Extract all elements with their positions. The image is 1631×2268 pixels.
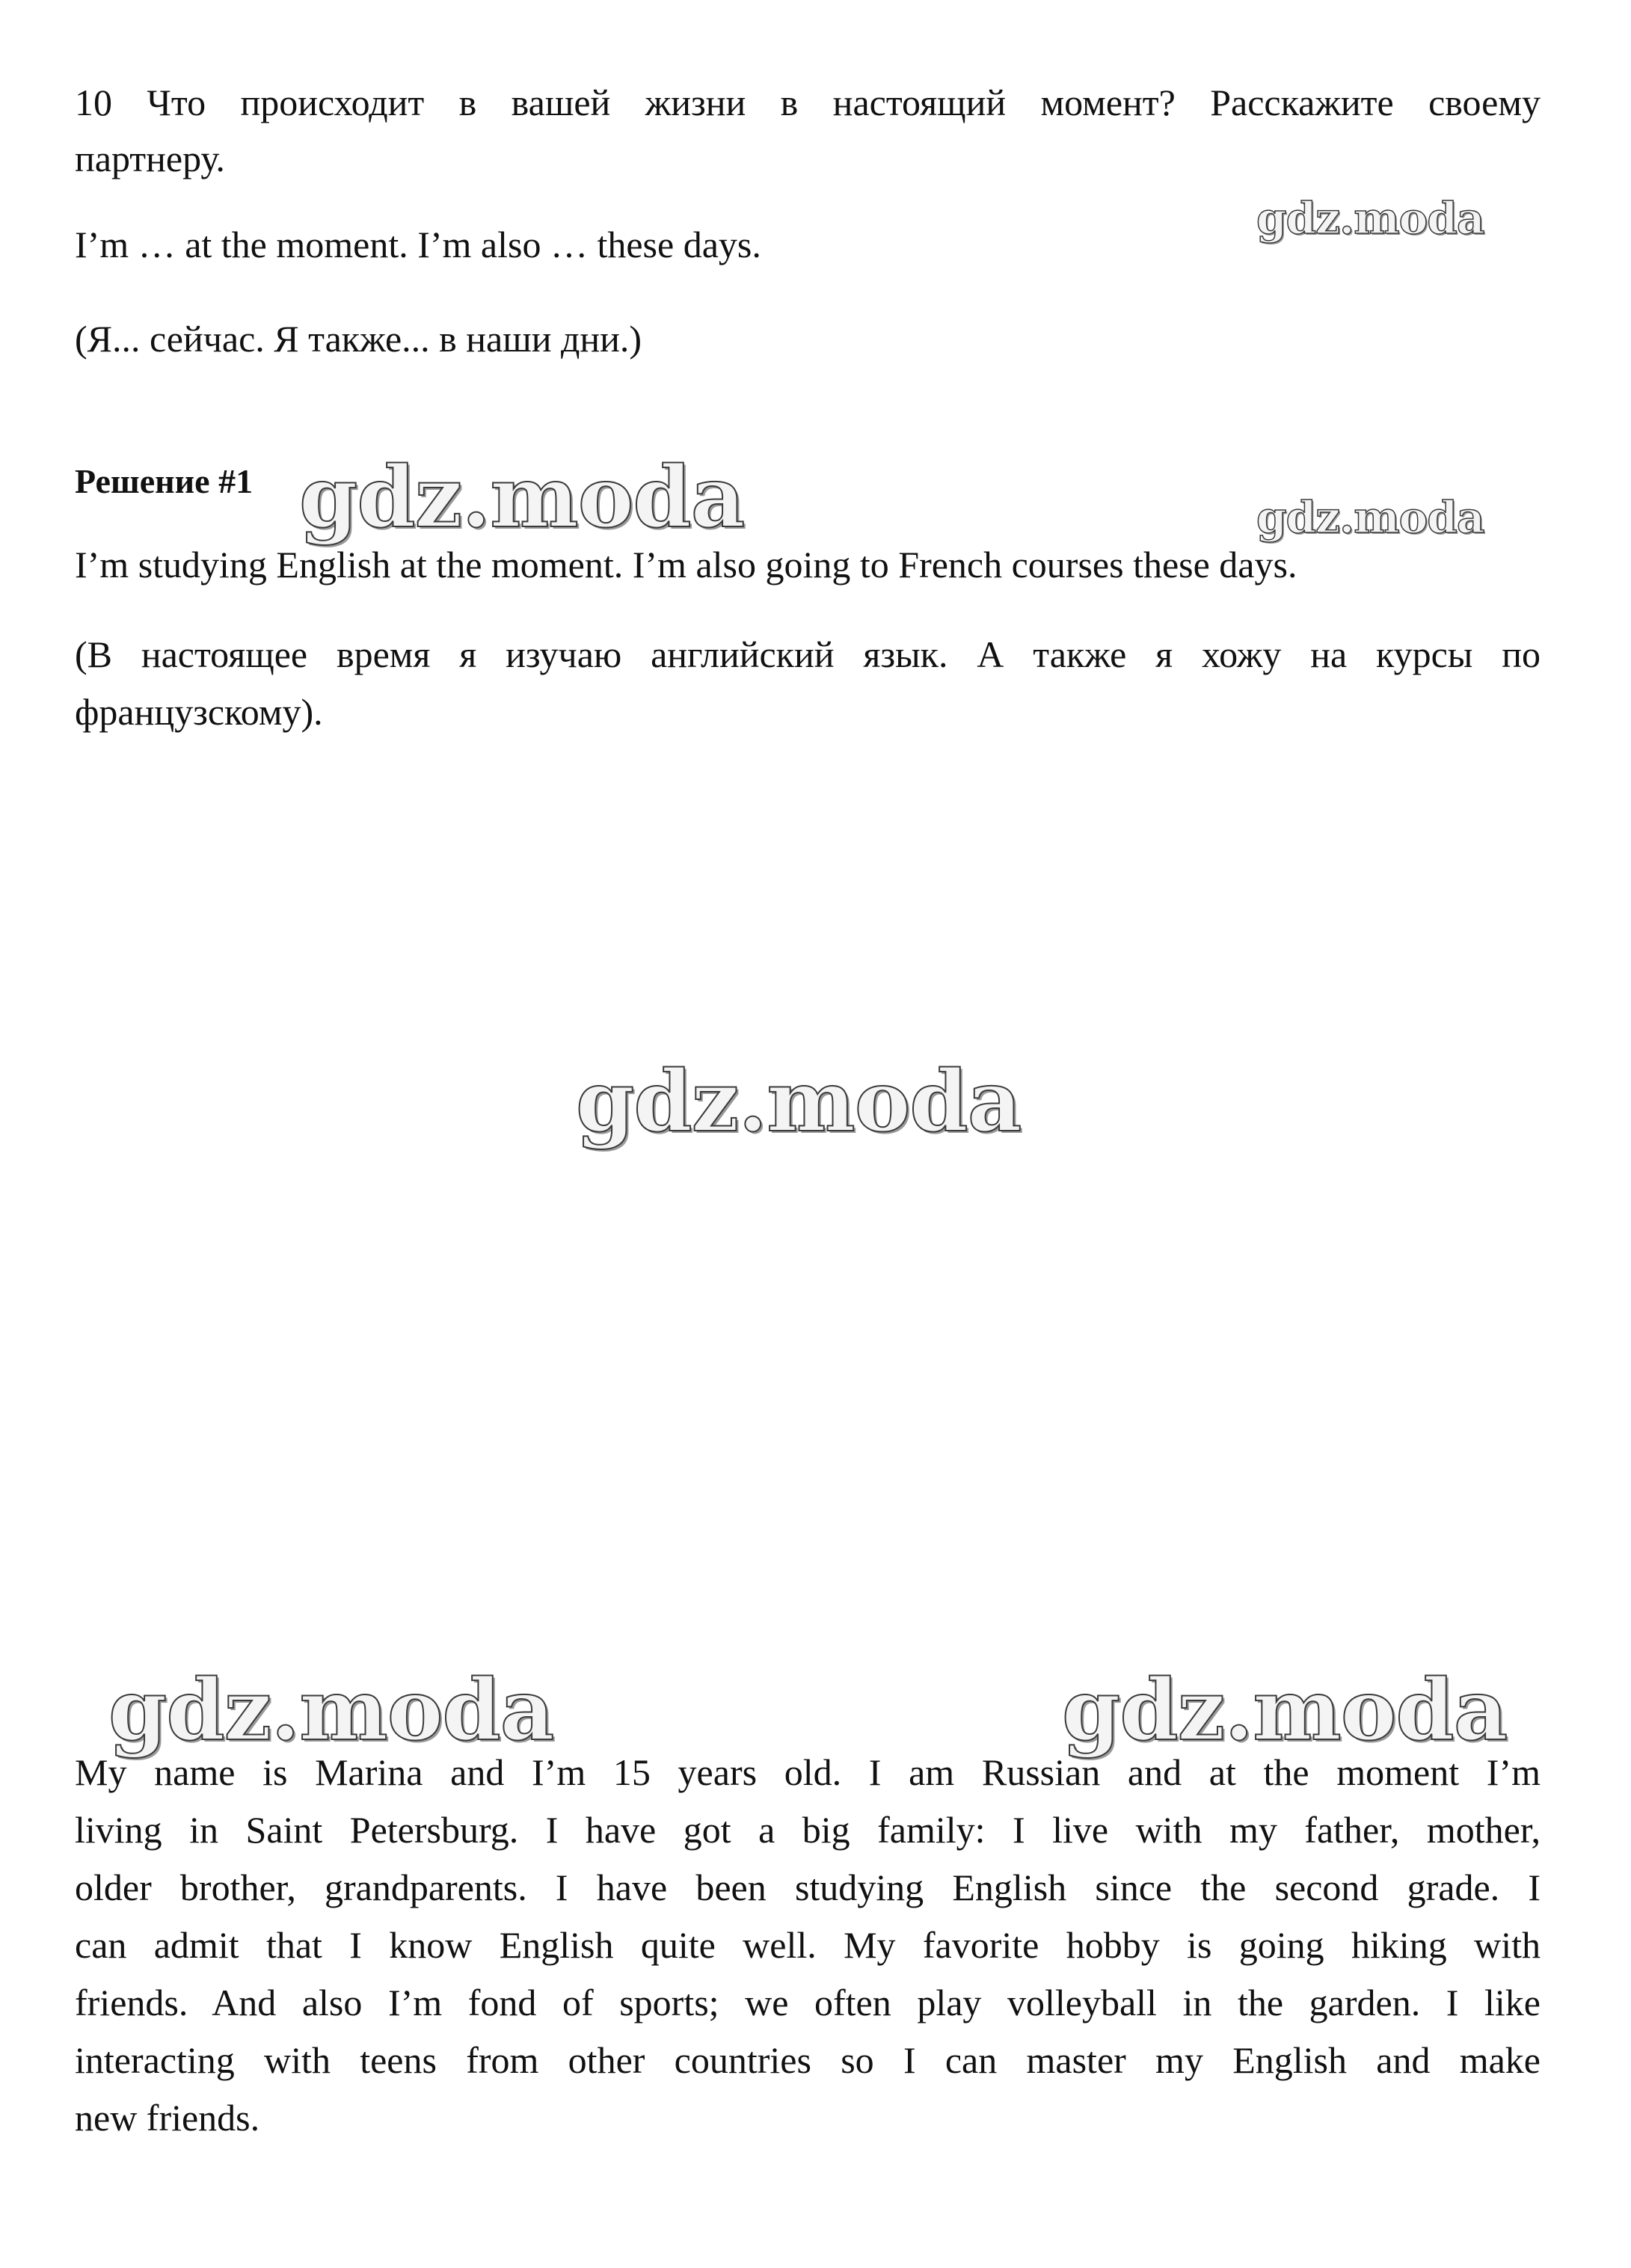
solution-translation-line-2: французскому). [75, 691, 323, 733]
paragraph-line: My name is Marina and I’m 15 years old. I am Russian and at the moment I’m [75, 1751, 1541, 1793]
task-question-line-2: партнеру. [75, 138, 225, 179]
paragraph-line: older brother, grandparents. I have been studying English since the second grade. I [75, 1866, 1541, 1908]
task-template: I’m … at the moment. I’m also … these days. [75, 224, 761, 265]
solution-translation-line-1: (В настоящее время я изучаю английский язык. А также я хожу на курсы по [75, 633, 1541, 675]
paragraph-line: friends. And also I’m fond of sports; we often play volleyball in the garden. I like [75, 1982, 1541, 2023]
watermark-logo: gdz.moda [299, 449, 745, 547]
paragraph-line: interacting with teens from other countries so I can master my English and make [75, 2039, 1541, 2081]
watermark-logo: gdz.moda [108, 1662, 554, 1760]
watermark-logo: gdz.moda [576, 1053, 1022, 1151]
task-question-line-1: 10 Что происходит в вашей жизни в настоящий момент? Расскажите своему [75, 82, 1541, 123]
watermark-logo: gdz.moda [1256, 193, 1484, 244]
watermark-logo: gdz.moda [1256, 492, 1484, 543]
paragraph-line: new friends. [75, 2097, 260, 2139]
solution-answer: I’m studying English at the moment. I’m also going to French courses these days. [75, 544, 1297, 586]
solution-heading: Решение #1 [75, 462, 254, 500]
watermark-logo: gdz.moda [1062, 1662, 1508, 1760]
task-template-translation: (Я... сейчас. Я также... в наши дни.) [75, 318, 642, 360]
paragraph-line: can admit that I know English quite well. My favorite hobby is going hiking with [75, 1924, 1541, 1966]
paragraph-line: living in Saint Petersburg. I have got a big family: I live with my father, mother, [75, 1809, 1541, 1851]
